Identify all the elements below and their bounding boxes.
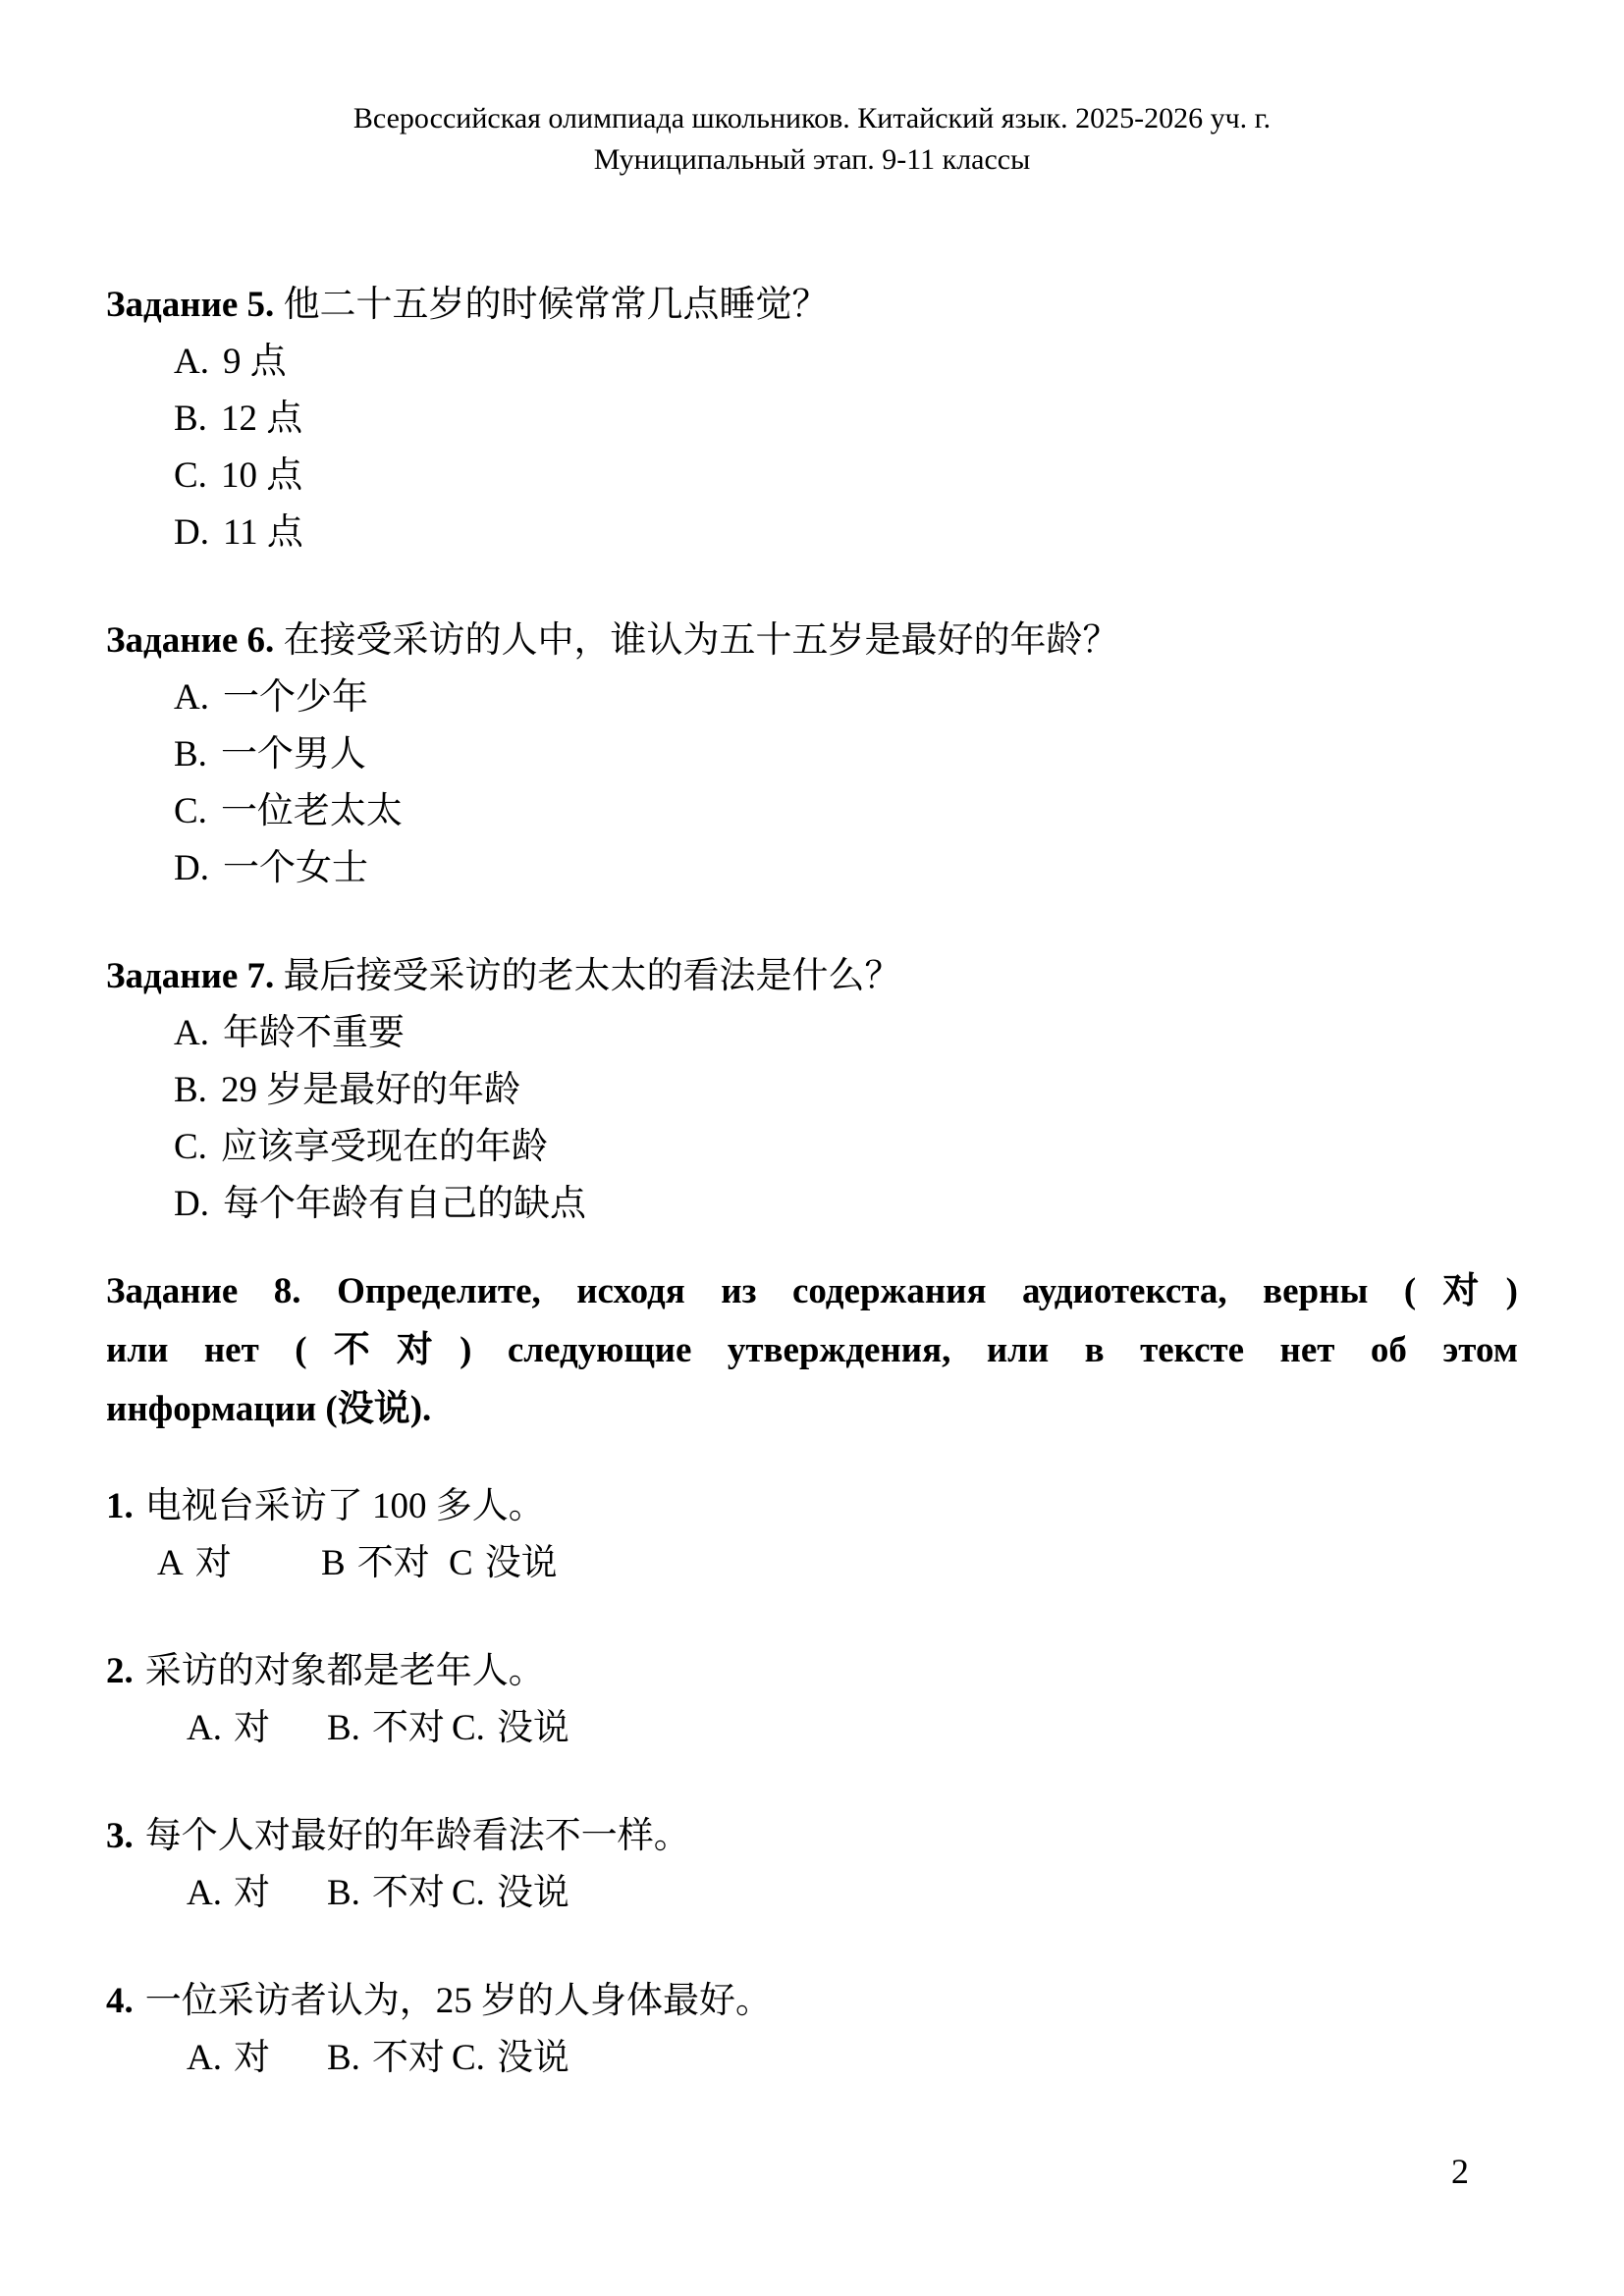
option-key: D. (174, 512, 209, 553)
task-5-heading (106, 277, 1518, 334)
option-text: 不对 (371, 1708, 445, 1748)
statement-1-text (106, 1478, 1518, 1535)
statement-body: 每个人对最好的年龄看法不一样。 (144, 1816, 690, 1856)
statement-4-option-c (452, 2030, 569, 2087)
option-key: C (449, 1543, 473, 1583)
statement-1-option-b (321, 1535, 449, 1592)
task-5-options (174, 334, 1518, 561)
statement-4-options (187, 2030, 1518, 2087)
task-5-option-c (174, 448, 1518, 505)
statement-1-option-c (449, 1535, 558, 1592)
option-key: B. (327, 2038, 360, 2078)
statement-1-option-a (157, 1535, 321, 1592)
task-8-instruction-line-3: информации (没说). (106, 1389, 432, 1429)
task-8-statements (106, 1478, 1518, 2087)
option-key: B (321, 1543, 346, 1583)
statement-4-option-b (327, 2030, 452, 2087)
statement-2 (106, 1643, 1518, 1757)
option-text: 10 点 (220, 455, 303, 496)
task-7-options (174, 1005, 1518, 1233)
option-text: 不对 (356, 1543, 430, 1583)
option-text: 没说 (484, 1543, 558, 1583)
option-key: B. (327, 1873, 360, 1913)
option-text: 没说 (496, 1873, 569, 1913)
option-text: 对 (194, 1543, 232, 1583)
task-7-option-c (174, 1119, 1518, 1176)
task-6 (106, 613, 1518, 897)
task-7-heading (106, 948, 1518, 1005)
option-text: 不对 (371, 2038, 445, 2078)
statement-3-option-c (452, 1865, 569, 1922)
statement-3-option-a (187, 1865, 327, 1922)
option-text: 一位老太太 (220, 791, 403, 831)
option-text: 对 (233, 1708, 270, 1748)
statement-4 (106, 1973, 1518, 2087)
statement-number: 3. (106, 1816, 134, 1856)
statement-body: 采访的对象都是老年人。 (144, 1651, 545, 1691)
statement-1-options (157, 1535, 1518, 1592)
statement-3-option-b (327, 1865, 452, 1922)
statement-3 (106, 1808, 1518, 1922)
statement-3-options (187, 1865, 1518, 1922)
option-key: B. (174, 734, 207, 774)
statement-4-text (106, 1973, 1518, 2030)
task-6-heading (106, 613, 1518, 669)
task-6-option-c (174, 783, 1518, 840)
task-7 (106, 948, 1518, 1233)
option-text: 每个年龄有自己的缺点 (222, 1184, 586, 1224)
task-6-question: 在接受采访的人中，谁认为五十五岁是最好的年龄？ (283, 620, 1119, 661)
option-text: 一个少年 (222, 677, 368, 718)
statement-body: 一位采访者认为，25 岁的人身体最好。 (144, 1981, 772, 2021)
statement-number: 4. (106, 1981, 134, 2021)
option-key: A. (187, 2038, 222, 2078)
option-text: 12 点 (220, 399, 303, 439)
option-key: B. (327, 1708, 360, 1748)
statement-2-option-a (187, 1700, 327, 1757)
document-header (106, 98, 1518, 181)
task-6-label: Задание 6. (106, 620, 275, 661)
option-text: 没说 (496, 1708, 569, 1748)
task-5-option-a (174, 334, 1518, 391)
statement-1 (106, 1478, 1518, 1592)
statement-2-option-c (452, 1700, 569, 1757)
option-text: 年龄不重要 (222, 1013, 405, 1053)
option-key: A. (174, 677, 209, 718)
option-key: C. (174, 455, 207, 496)
option-key: A. (174, 1013, 209, 1053)
task-7-label: Задание 7. (106, 956, 275, 996)
option-text: 对 (233, 1873, 270, 1913)
option-text: 不对 (371, 1873, 445, 1913)
option-key: B. (174, 399, 207, 439)
task-8-instruction-line-2: или нет (不对) следующие утверждения, или в тексте нет об этом (106, 1330, 1518, 1370)
option-key: C. (452, 2038, 485, 2078)
statement-number: 2. (106, 1651, 134, 1691)
task-5-question: 他二十五岁的时候常常几点睡觉？ (283, 285, 829, 325)
task-7-option-b (174, 1062, 1518, 1119)
option-text: 一个女士 (222, 848, 368, 888)
header-line-2: Муниципальный этап. 9-11 классы (593, 143, 1031, 176)
option-text: 29 岁是最好的年龄 (220, 1070, 521, 1110)
option-text: 对 (233, 2038, 270, 2078)
option-key: A. (187, 1873, 222, 1913)
task-6-option-b (174, 726, 1518, 783)
header-line-1: Всероссийская олимпиада школьников. Китайский язык. 2025-2026 уч. г. (352, 102, 1272, 134)
task-6-options (174, 669, 1518, 897)
statement-2-option-b (327, 1700, 452, 1757)
option-text: 一个男人 (220, 734, 366, 774)
task-7-option-d (174, 1176, 1518, 1233)
option-key: A (157, 1543, 184, 1583)
statement-2-options (187, 1700, 1518, 1757)
statement-body: 电视台采访了 100 多人。 (144, 1486, 545, 1526)
option-key: C. (174, 1127, 207, 1167)
option-key: C. (452, 1708, 485, 1748)
task-8-instruction (106, 1262, 1518, 1439)
option-key: C. (452, 1873, 485, 1913)
task-5-option-b (174, 391, 1518, 448)
task-8-instruction-line-1: Задание 8. Определите, исходя из содержания аудиотекста, верны (对) (106, 1271, 1518, 1311)
option-key: D. (174, 848, 209, 888)
task-7-question: 最后接受采访的老太太的看法是什么？ (283, 956, 901, 996)
option-key: D. (174, 1184, 209, 1224)
option-key: C. (174, 791, 207, 831)
statement-3-text (106, 1808, 1518, 1865)
task-5 (106, 277, 1518, 561)
option-text: 11 点 (222, 512, 303, 553)
statement-2-text (106, 1643, 1518, 1700)
option-text: 没说 (496, 2038, 569, 2078)
option-key: B. (174, 1070, 207, 1110)
task-6-option-d (174, 840, 1518, 897)
option-text: 应该享受现在的年龄 (220, 1127, 548, 1167)
task-6-option-a (174, 669, 1518, 726)
option-text: 9 点 (222, 342, 287, 382)
statement-number: 1. (106, 1486, 134, 1526)
task-5-label: Задание 5. (106, 285, 275, 325)
page-number: 2 (1451, 2152, 1469, 2191)
task-7-option-a (174, 1005, 1518, 1062)
task-5-option-d (174, 505, 1518, 561)
option-key: A. (187, 1708, 222, 1748)
option-key: A. (174, 342, 209, 382)
statement-4-option-a (187, 2030, 327, 2087)
